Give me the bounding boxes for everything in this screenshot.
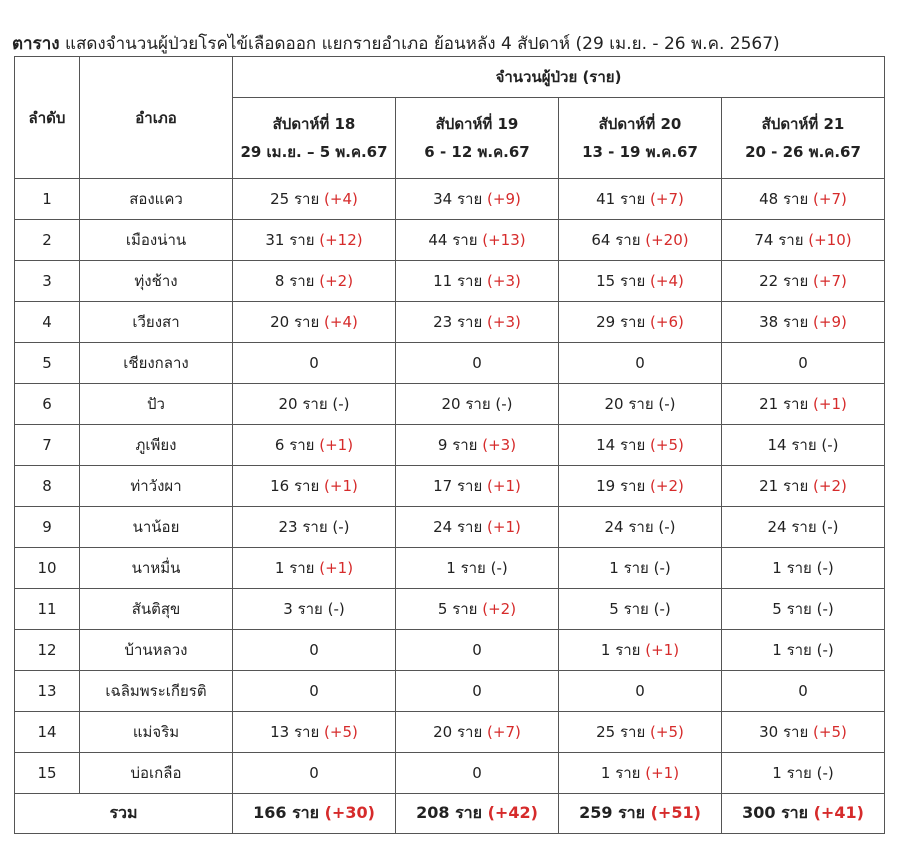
row-number: 12 [15, 630, 80, 671]
patient-cell [233, 630, 396, 671]
cell-value: 23 ราย (-) [278, 518, 350, 536]
header-week [559, 98, 722, 179]
patient-cell [722, 630, 885, 671]
cell-change: (+2) [319, 272, 354, 290]
cell-value: 19 ราย [596, 477, 646, 495]
cell-value: 0 [472, 354, 482, 372]
district-name: นาหมื่น [80, 548, 233, 589]
patient-cell [396, 630, 559, 671]
cell-value: 20 ราย [433, 723, 483, 741]
cell-change: (+2) [650, 477, 684, 495]
cell-value: 5 ราย (-) [609, 600, 671, 618]
table-row [15, 466, 885, 507]
table-row [15, 671, 885, 712]
cell-value: 24 ราย [433, 518, 483, 536]
cell-value: 30 ราย [759, 723, 809, 741]
patient-cell [233, 261, 396, 302]
cell-change: (+5) [813, 723, 847, 741]
patient-cell [233, 179, 396, 220]
cell-change: (+30) [324, 803, 375, 822]
patient-cell [233, 220, 396, 261]
cell-value: 166 ราย [253, 803, 320, 822]
row-number: 1 [15, 179, 80, 220]
row-number: 9 [15, 507, 80, 548]
district-name: เวียงสา [80, 302, 233, 343]
total-row [15, 794, 885, 834]
cell-value: 0 [635, 682, 645, 700]
district-name: แม่จริม [80, 712, 233, 753]
total-cell [396, 794, 559, 834]
patient-cell [559, 630, 722, 671]
patient-cell [559, 425, 722, 466]
patient-cell [396, 384, 559, 425]
cell-change: (+5) [650, 723, 684, 741]
cell-value: 5 ราย (-) [772, 600, 834, 618]
cell-value: 208 ราย [416, 803, 483, 822]
cell-value: 11 ราย [433, 272, 483, 290]
cell-value: 17 ราย [433, 477, 483, 495]
cell-value: 0 [472, 764, 482, 782]
table-row [15, 261, 885, 302]
row-number: 4 [15, 302, 80, 343]
row-number: 15 [15, 753, 80, 794]
table-caption [12, 30, 780, 57]
patient-cell [233, 548, 396, 589]
district-name: ภูเพียง [80, 425, 233, 466]
patient-cell [233, 753, 396, 794]
patient-cell [233, 343, 396, 384]
patient-cell [396, 589, 559, 630]
cell-change: (+9) [487, 190, 521, 208]
patient-cell [233, 589, 396, 630]
cell-change: (+3) [487, 272, 521, 290]
cell-change: (+20) [645, 231, 689, 249]
cell-value: 16 ราย [270, 477, 320, 495]
cell-value: 34 ราย [433, 190, 483, 208]
row-number: 5 [15, 343, 80, 384]
cell-value: 0 [309, 682, 319, 700]
cell-change: (+7) [487, 723, 521, 741]
cell-value: 300 ราย [742, 803, 809, 822]
patient-cell [722, 343, 885, 384]
cell-value: 0 [798, 354, 808, 372]
week-range: 20 - 26 พ.ค.67 [745, 143, 861, 161]
patient-cell [559, 507, 722, 548]
table-row [15, 343, 885, 384]
cell-value: 1 ราย (-) [609, 559, 671, 577]
district-name: ปัว [80, 384, 233, 425]
week-range: 13 - 19 พ.ค.67 [582, 143, 698, 161]
week-title: สัปดาห์ที่ 18 [272, 115, 356, 133]
patient-cell [559, 220, 722, 261]
cell-change: (+9) [813, 313, 847, 331]
table-row [15, 425, 885, 466]
cell-value: 0 [309, 641, 319, 659]
cell-value: 24 ราย (-) [767, 518, 839, 536]
week-title: สัปดาห์ที่ 19 [435, 115, 519, 133]
patient-cell [722, 220, 885, 261]
cell-value: 3 ราย (-) [283, 600, 345, 618]
patient-cell [559, 671, 722, 712]
cell-change: (+5) [324, 723, 358, 741]
patient-cell [233, 302, 396, 343]
cell-value: 38 ราย [759, 313, 809, 331]
cell-change: (+3) [487, 313, 521, 331]
total-label: รวม [15, 794, 233, 834]
table-row [15, 548, 885, 589]
patient-cell [396, 343, 559, 384]
header-patient-count: จำนวนผู้ป่วย (ราย) [233, 57, 885, 98]
patient-cell [233, 425, 396, 466]
cell-change: (+12) [319, 231, 363, 249]
cell-change: (+6) [650, 313, 684, 331]
patient-cell [396, 671, 559, 712]
patient-cell [722, 179, 885, 220]
header-week [722, 98, 885, 179]
cell-value: 74 ราย [754, 231, 804, 249]
cell-value: 14 ราย (-) [767, 436, 839, 454]
cell-value: 1 ราย (-) [772, 764, 834, 782]
cell-change: (+51) [650, 803, 701, 822]
cell-value: 0 [798, 682, 808, 700]
cell-value: 22 ราย [759, 272, 809, 290]
row-number: 2 [15, 220, 80, 261]
district-name: บ้านหลวง [80, 630, 233, 671]
cell-value: 29 ราย [596, 313, 646, 331]
row-number: 7 [15, 425, 80, 466]
week-range: 29 เม.ย. – 5 พ.ค.67 [240, 143, 388, 161]
patient-cell [559, 466, 722, 507]
patient-cell [396, 302, 559, 343]
cell-value: 23 ราย [433, 313, 483, 331]
week-title: สัปดาห์ที่ 20 [598, 115, 682, 133]
patient-cell [559, 753, 722, 794]
patient-cell [233, 507, 396, 548]
row-number: 14 [15, 712, 80, 753]
district-name: บ่อเกลือ [80, 753, 233, 794]
dengue-table [14, 56, 885, 834]
cell-value: 1 ราย (-) [446, 559, 508, 577]
cell-change: (+7) [813, 190, 847, 208]
total-cell [722, 794, 885, 834]
patient-cell [559, 261, 722, 302]
row-number: 6 [15, 384, 80, 425]
table-row [15, 753, 885, 794]
cell-value: 41 ราย [596, 190, 646, 208]
cell-value: 48 ราย [759, 190, 809, 208]
cell-value: 259 ราย [579, 803, 646, 822]
patient-cell [722, 589, 885, 630]
cell-value: 13 ราย [270, 723, 320, 741]
cell-change: (+7) [650, 190, 684, 208]
patient-cell [722, 466, 885, 507]
patient-cell [722, 425, 885, 466]
row-number: 13 [15, 671, 80, 712]
cell-value: 15 ราย [596, 272, 646, 290]
table-row [15, 507, 885, 548]
cell-value: 14 ราย [596, 436, 646, 454]
table-row [15, 630, 885, 671]
cell-value: 0 [472, 641, 482, 659]
cell-change: (+42) [487, 803, 538, 822]
cell-value: 1 ราย [600, 764, 641, 782]
district-name: สองแคว [80, 179, 233, 220]
table-row [15, 384, 885, 425]
cell-value: 1 ราย (-) [772, 641, 834, 659]
cell-value: 9 ราย [437, 436, 478, 454]
cell-change: (+1) [487, 518, 521, 536]
header-no: ลำดับ [15, 57, 80, 179]
patient-cell [722, 712, 885, 753]
cell-change: (+1) [645, 641, 680, 659]
patient-cell [559, 343, 722, 384]
cell-change: (+5) [650, 436, 684, 454]
patient-cell [722, 507, 885, 548]
cell-change: (+2) [813, 477, 847, 495]
patient-cell [396, 753, 559, 794]
header-week [233, 98, 396, 179]
cell-change: (+4) [324, 190, 358, 208]
cell-value: 20 ราย (-) [604, 395, 676, 413]
patient-cell [559, 179, 722, 220]
cell-value: 6 ราย [274, 436, 315, 454]
cell-change: (+10) [808, 231, 852, 249]
row-number: 8 [15, 466, 80, 507]
patient-cell [396, 179, 559, 220]
patient-cell [396, 220, 559, 261]
patient-cell [559, 302, 722, 343]
patient-cell [233, 466, 396, 507]
patient-cell [559, 548, 722, 589]
patient-cell [233, 712, 396, 753]
cell-change: (+3) [482, 436, 517, 454]
patient-cell [722, 671, 885, 712]
cell-value: 0 [635, 354, 645, 372]
cell-change: (+1) [324, 477, 358, 495]
cell-change: (+4) [650, 272, 684, 290]
cell-value: 24 ราย (-) [604, 518, 676, 536]
cell-value: 20 ราย [270, 313, 320, 331]
total-cell [233, 794, 396, 834]
patient-cell [722, 261, 885, 302]
cell-value: 1 ราย [600, 641, 641, 659]
cell-change: (+4) [324, 313, 358, 331]
district-name: สันติสุข [80, 589, 233, 630]
cell-change: (+2) [482, 600, 517, 618]
patient-cell [722, 548, 885, 589]
cell-change: (+1) [813, 395, 847, 413]
cell-change: (+1) [645, 764, 680, 782]
row-number: 11 [15, 589, 80, 630]
cell-value: 0 [309, 764, 319, 782]
cell-value: 21 ราย [759, 477, 809, 495]
cell-value: 25 ราย [270, 190, 320, 208]
cell-value: 1 ราย (-) [772, 559, 834, 577]
cell-change: (+1) [319, 436, 354, 454]
table-row [15, 712, 885, 753]
cell-value: 0 [309, 354, 319, 372]
week-range: 6 - 12 พ.ค.67 [424, 143, 530, 161]
cell-value: 8 ราย [274, 272, 315, 290]
table-row [15, 302, 885, 343]
patient-cell [559, 384, 722, 425]
row-number: 10 [15, 548, 80, 589]
cell-change: (+13) [482, 231, 526, 249]
table-row [15, 220, 885, 261]
cell-change: (+1) [487, 477, 521, 495]
patient-cell [722, 302, 885, 343]
patient-cell [559, 712, 722, 753]
district-name: ท่าวังผา [80, 466, 233, 507]
patient-cell [396, 712, 559, 753]
cell-value: 64 ราย [591, 231, 641, 249]
cell-value: 0 [472, 682, 482, 700]
cell-value: 21 ราย [759, 395, 809, 413]
patient-cell [722, 753, 885, 794]
cell-value: 20 ราย (-) [441, 395, 513, 413]
patient-cell [396, 466, 559, 507]
patient-cell [233, 671, 396, 712]
caption-bold: ตาราง [12, 34, 60, 54]
district-name: ทุ่งช้าง [80, 261, 233, 302]
header-week [396, 98, 559, 179]
patient-cell [396, 425, 559, 466]
row-number: 3 [15, 261, 80, 302]
patient-cell [722, 384, 885, 425]
cell-value: 5 ราย [437, 600, 478, 618]
cell-value: 20 ราย (-) [278, 395, 350, 413]
patient-cell [396, 261, 559, 302]
district-name: นาน้อย [80, 507, 233, 548]
district-name: เมืองน่าน [80, 220, 233, 261]
patient-cell [396, 548, 559, 589]
cell-change: (+1) [319, 559, 354, 577]
table-row [15, 179, 885, 220]
header-district: อำเภอ [80, 57, 233, 179]
cell-value: 1 ราย [274, 559, 315, 577]
cell-value: 31 ราย [265, 231, 315, 249]
cell-value: 44 ราย [428, 231, 478, 249]
patient-cell [396, 507, 559, 548]
total-cell [559, 794, 722, 834]
cell-value: 25 ราย [596, 723, 646, 741]
patient-cell [559, 589, 722, 630]
table-row [15, 589, 885, 630]
caption-text: แสดงจำนวนผู้ป่วยโรคไข้เลือดออก แยกรายอำเภอ ย้อนหลัง 4 สัปดาห์ (29 เม.ย. - 26 พ.ค. 2567) [59, 34, 780, 54]
cell-change: (+7) [813, 272, 847, 290]
district-name: เฉลิมพระเกียรติ [80, 671, 233, 712]
patient-cell [233, 384, 396, 425]
week-title: สัปดาห์ที่ 21 [761, 115, 845, 133]
cell-change: (+41) [813, 803, 864, 822]
district-name: เชียงกลาง [80, 343, 233, 384]
